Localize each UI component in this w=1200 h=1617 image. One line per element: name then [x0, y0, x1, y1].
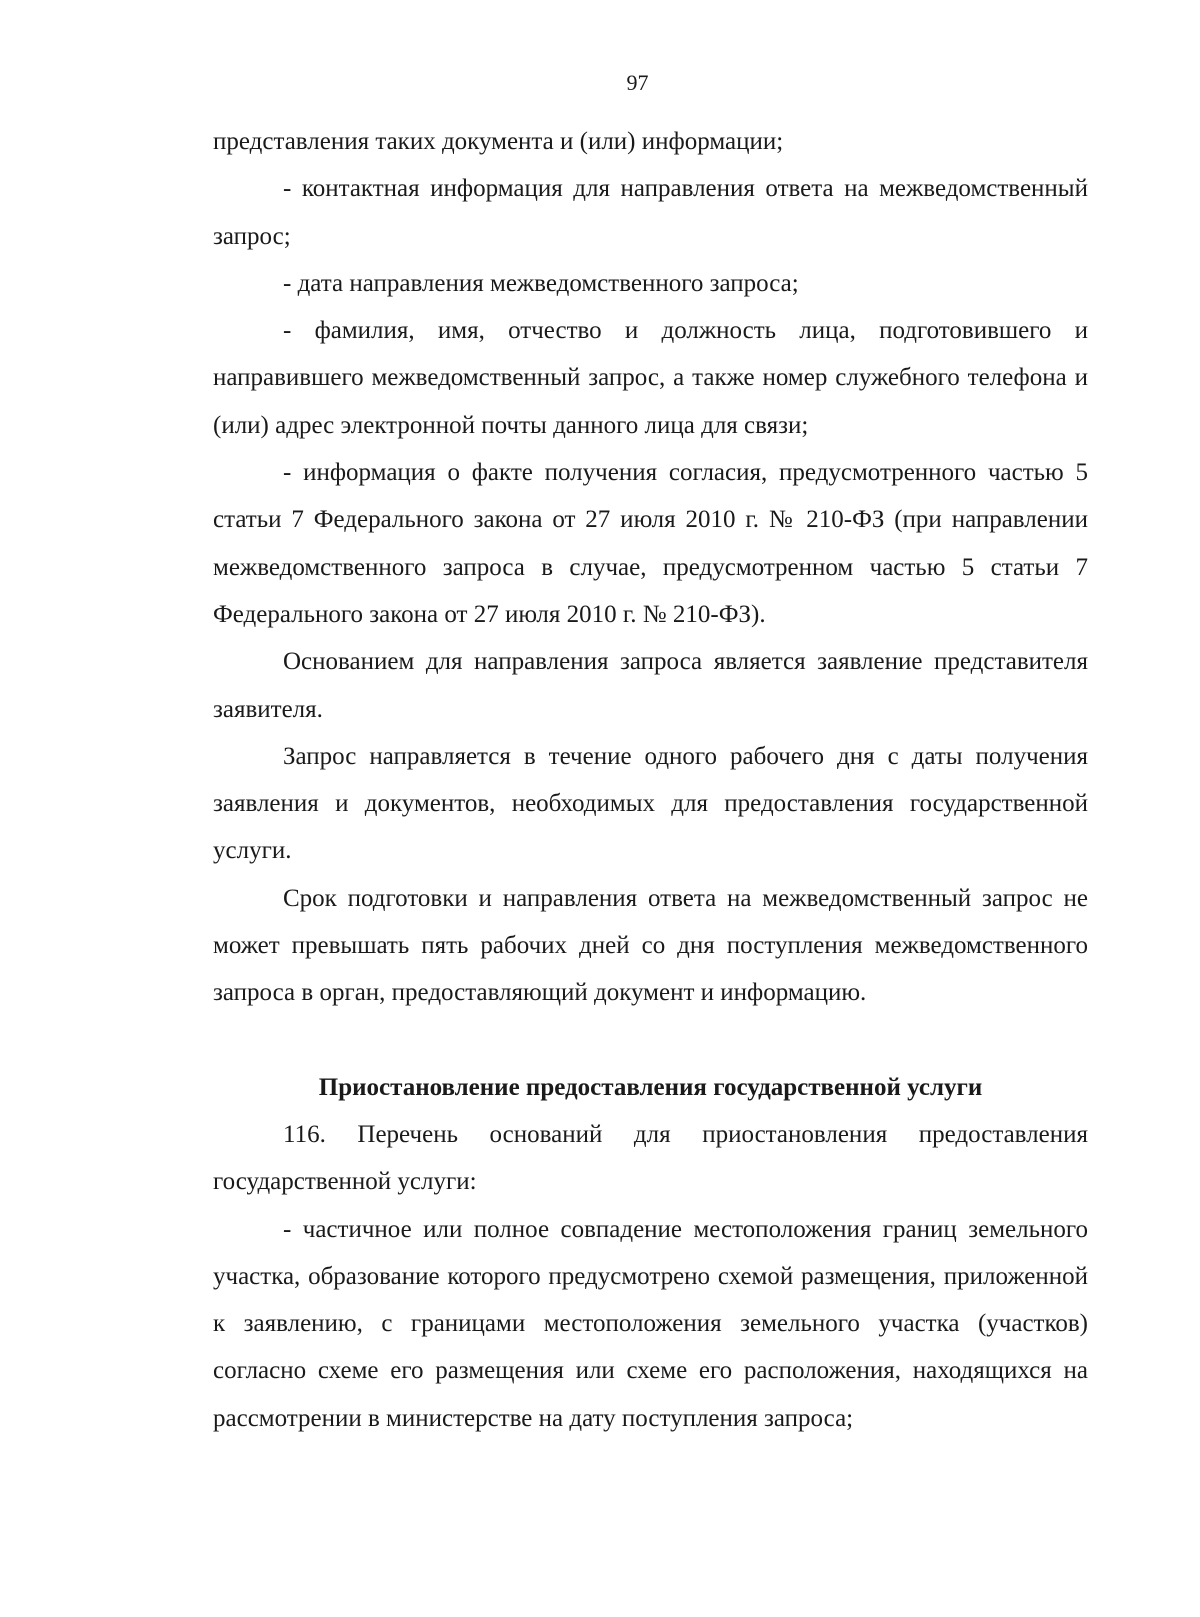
paragraph-2: - контактная информация для направления ответа на межведомственный запрос; [213, 175, 1088, 250]
page-number: 97 [626, 70, 649, 95]
paragraph-10: - частичное или полное совпадение местоположения границ земельного участка, образование которого предусмотрено схемой размещения, приложенной к заявлению, с границами местоположения земельного участка (участков) согласно схеме его размещения или схеме его расположения, находящихся на рассмотрении в министерстве на дату поступления запроса; [213, 1215, 1088, 1432]
paragraph-1: представления таких документа и (или) информации; [213, 128, 784, 155]
paragraph-4: - фамилия, имя, отчество и должность лица, подготовившего и направившего межведомственный запрос, а также номер служебного телефона и (или) адрес электронной почты данного лица для связи; [213, 317, 1088, 439]
paragraph-3: - дата направления межведомственного запроса; [283, 269, 799, 297]
section-heading: Приостановление предоставления государственной услуги [318, 1073, 983, 1101]
document-body [213, 118, 1088, 1442]
paragraph-7: Запрос направляется в течение одного рабочего дня с даты получения заявления и документов, необходимых для предоставления государственной услуги. [213, 742, 1088, 865]
paragraph-8: Срок подготовки и направления ответа на межведомственный запрос не может превышать пять рабочих дней со дня поступления межведомственного запроса в орган, предоставляющий документ и информацию. [213, 884, 1088, 1007]
section-spacer [213, 1017, 1088, 1064]
paragraph-9: 116. Перечень оснований для приостановления предоставления государственной услуги: [213, 1120, 1088, 1196]
paragraph-6: Основанием для направления запроса является заявление представителя заявителя. [213, 648, 1088, 723]
paragraph-5: - информация о факте получения согласия, предусмотренного частью 5 статьи 7 Федерального закона от 27 июля 2010 г. № 210-ФЗ (при направлении межведомственного запроса в случае, предусмотренном частью 5 статьи 7 Федерального закона от 27 июля 2010 г. № 210-ФЗ). [213, 459, 1088, 628]
